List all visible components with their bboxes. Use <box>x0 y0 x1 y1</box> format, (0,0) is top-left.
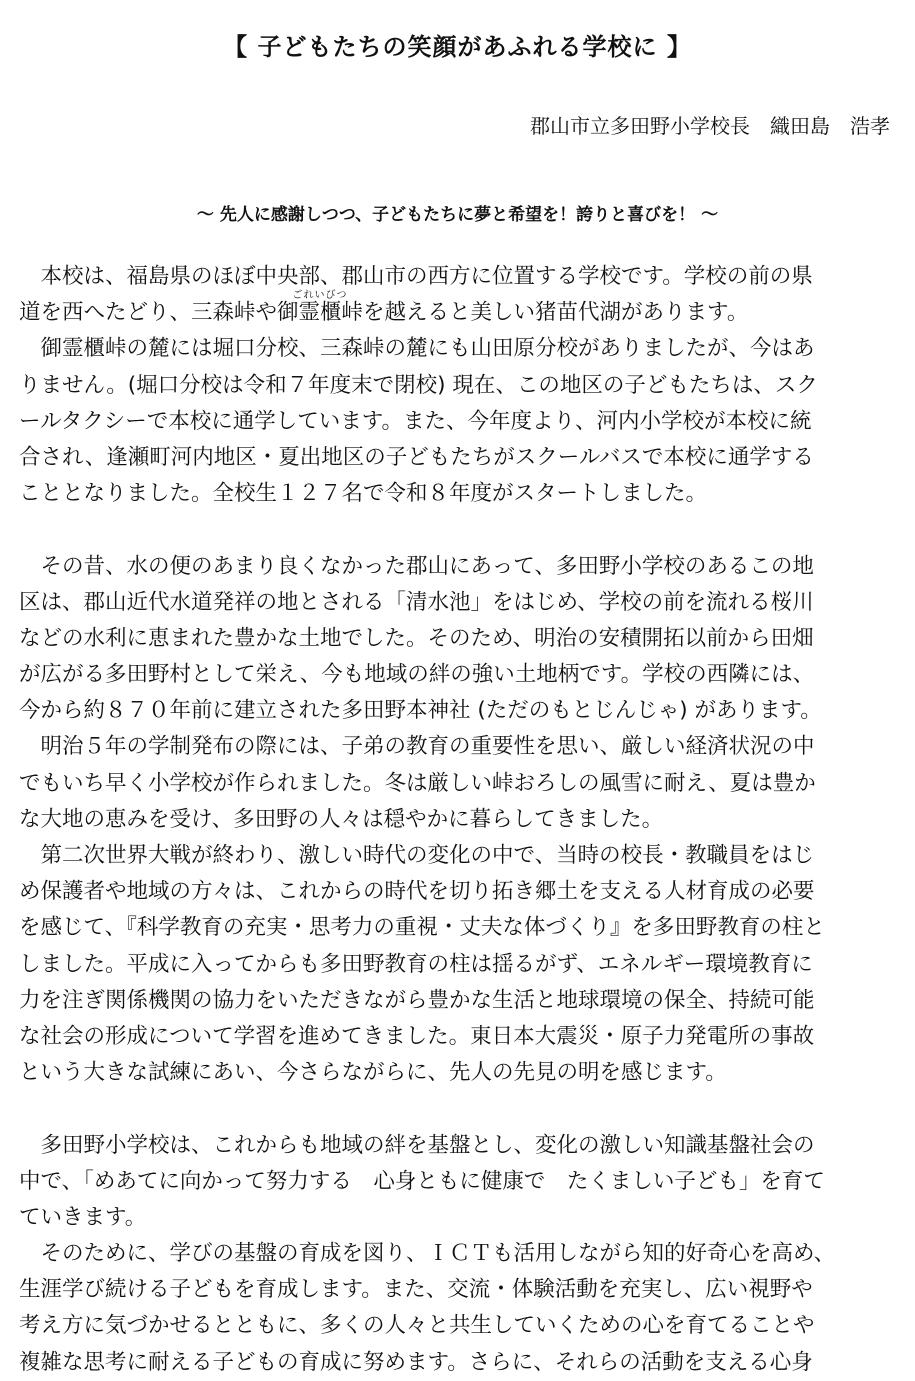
text-line: ていきます。 <box>19 1204 147 1230</box>
text-line: りません。(堀口分校は令和７年度末で閉校) 現在、この地区の子どもたちは、スク <box>19 372 818 398</box>
text-line: ールタクシーで本校に通学しています。また、今年度より、河内小学校が本校に統 <box>19 408 812 434</box>
text-line: 御霊櫃峠の麓には堀口分校、三森峠の麓にも山田原分校がありましたが、今はあ <box>19 336 815 362</box>
ruby-base: 御霊櫃峠 <box>277 300 364 326</box>
text-segment: 道を西へたどり、三森峠や <box>19 300 278 326</box>
ruby-reading: ごれいびつ <box>292 290 348 302</box>
paragraph-gap <box>19 512 899 548</box>
text-line: め保護者や地域の方々は、これからの時代を切り拓き郷土を支える人材育成の必要 <box>19 879 815 905</box>
text-line: その昔、水の便のあまり良くなかった郡山にあって、多田野小学校のあるこの地 <box>19 553 814 579</box>
text-line: こととなりました。全校生１２７名で令和８年度がスタートしました。 <box>19 481 708 507</box>
text-line: な社会の形成について学習を進めてきました。東日本大震災・原子力発電所の事故 <box>19 1023 815 1049</box>
text-segment: を越えると美しい猪苗代湖があります。 <box>363 300 749 326</box>
text-line <box>19 290 899 331</box>
text-line: 明治５年の学制発布の際には、子弟の教育の重要性を思い、厳しい経済状況の中 <box>19 734 815 760</box>
text-line: などの水利に恵まれた豊かな土地でした。そのため、明治の安積開拓以前から田畑 <box>19 625 814 651</box>
text-line: そのために、学びの基盤の育成を図り、ＩＣＴも活用しながら知的好奇心を高め、 <box>19 1241 836 1267</box>
text-line: 今から約８７０年前に建立された多田野本神社 (ただのもとじんじゃ) があります。 <box>19 698 822 724</box>
text-line: を感じて、『科学教育の充実・思考力の重視・丈夫な体づくり』を多田野教育の柱と <box>19 915 825 941</box>
paragraph-gap <box>19 1091 899 1127</box>
text-line: な大地の恵みを受け、多田野の人々は穏やかに暮らしてきました。 <box>19 806 664 832</box>
text-line: 中で、「めあてに向かって努力する 心身ともに健康で たくましい子ども」を育て <box>19 1168 825 1194</box>
author-line: 郡山市立多田野小学校長 織田島 浩孝 <box>530 114 890 138</box>
text-line: という大きな試練にあい、今さらながらに、先人の先見の明を感じます。 <box>19 1060 727 1086</box>
page-title: 【 子どもたちの笑顔があふれる学校に 】 <box>223 33 692 61</box>
text-line: 区は、郡山近代水道発祥の地とされる「清水池」をはじめ、学校の前を流れる桜川 <box>19 589 814 615</box>
text-line: 複雑な思考に耐える子どもの育成に努めます。さらに、それらの活動を支える心身 <box>19 1349 813 1375</box>
text-line: 本校は、福島県のほぼ中央部、郡山市の西方に位置する学校です。学校の前の県 <box>19 264 813 289</box>
text-line: 合され、逢瀬町河内地区・夏出地区の子どもたちがスクールバスで本校に通学する <box>19 444 814 470</box>
text-line: 生涯学び続ける子どもを育成します。また、交流・体験活動を充実し、広い視野や <box>19 1277 813 1303</box>
text-line: 力を注ぎ関係機関の協力をいただきながら豊かな生活と地球環境の保全、持続可能 <box>19 987 815 1013</box>
text-line: 多田野小学校は、これからも地域の絆を基盤とし、変化の激しい知識基盤社会の <box>19 1132 815 1158</box>
text-line: が広がる多田野村として栄え、今も地域の絆の強い土地柄です。学校の西隣には、 <box>19 662 815 688</box>
body-text <box>19 259 899 1381</box>
ruby-word <box>277 290 364 331</box>
text-line: 考え方に気づかせるとともに、多くの人々と共生していくための心を育てることや <box>19 1313 815 1339</box>
text-line: でもいち早く小学校が作られました。冬は厳しい峠おろしの風雪に耐え、夏は豊か <box>19 770 816 796</box>
text-line: しました。平成に入ってからも多田野教育の柱は揺るがず、エネルギー環境教育に <box>19 951 813 977</box>
school-motto: ～ 先人に感謝しつつ、子どもたちに夢と希望を！誇りと喜びを！ ～ <box>196 205 719 225</box>
text-line: 第二次世界大戦が終わり、激しい時代の変化の中で、当時の校長・教職員をはじ <box>19 843 815 868</box>
